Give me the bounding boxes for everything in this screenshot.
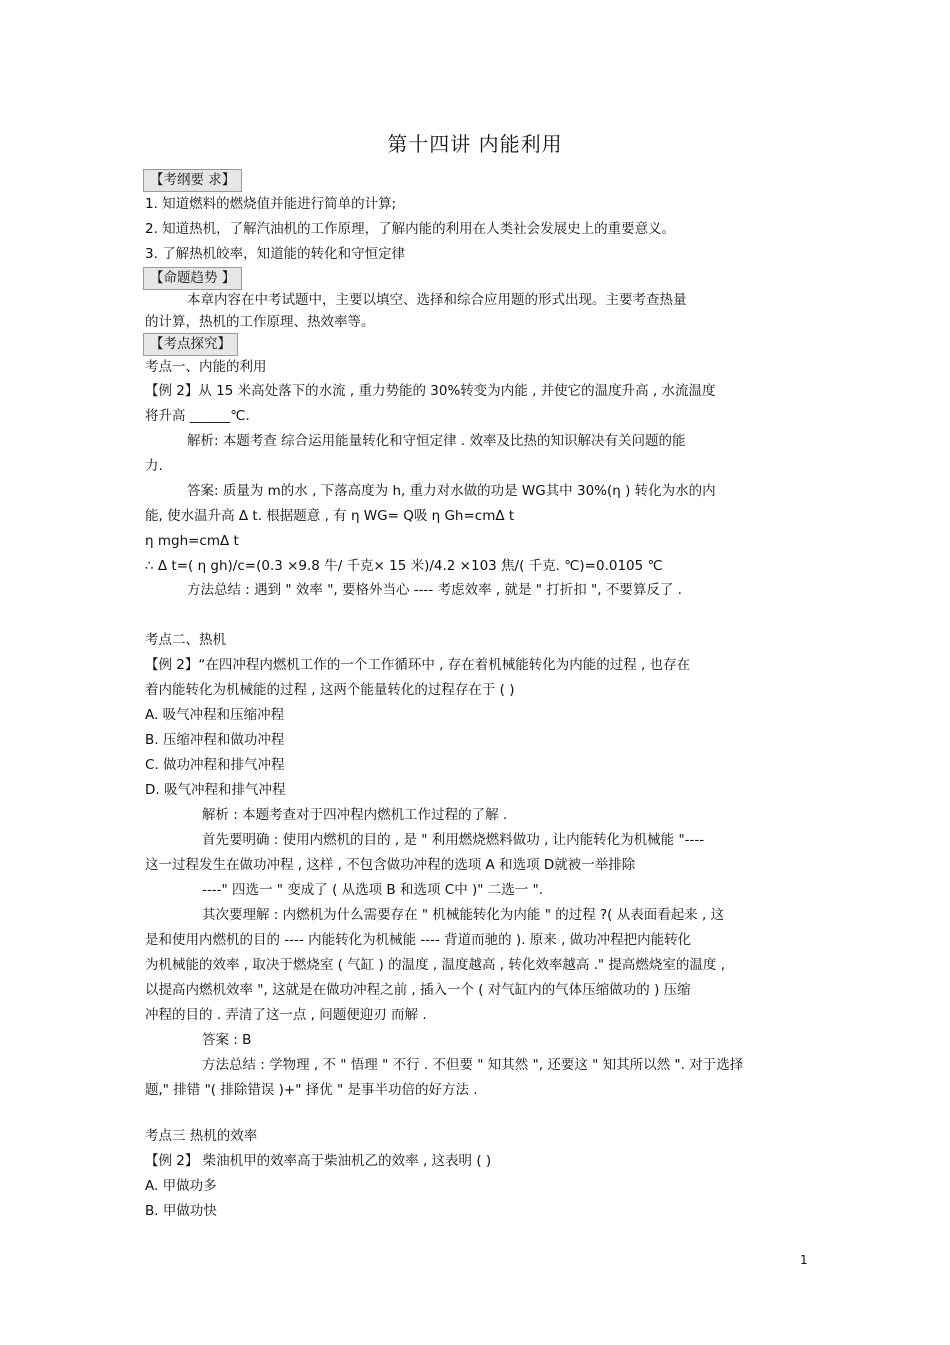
point2-explain-line-9: 冲程的目的 . 弄清了这一点 , 问题便迎刃 而解 .	[145, 1007, 427, 1023]
point2-explain-line-6: 是和使用内燃机的目的 ---- 内能转化为机械能 ---- 背道而驰的 ). 原来 , 做功冲程把内能转化	[145, 932, 692, 948]
point2-heading: 考点二、热机	[145, 632, 226, 648]
point1-heading: 考点一、内能的利用	[145, 359, 267, 375]
point2-explain-line-4: ----" 四选一 " 变成了 ( 从选项 B 和选项 C中 )" 二选一 ".	[202, 882, 544, 898]
section-tag-trend: 【命题趋势 】	[143, 267, 242, 290]
point1-answer-line-4: ∴ Δ t=( η gh)/c=(0.3 ×9.8 牛/ 千克× 15 米)/4.2 ×103 焦/( 千克. ℃)=0.0105 ℃	[145, 558, 663, 574]
point2-explain-line-1: 解析 : 本题考查对于四冲程内燃机工作过程的了解 .	[202, 807, 508, 823]
point1-answer-line-1: 答案: 质量为 m的水 , 下落高度为 h, 重力对水做的功是 WG其中 30%(η ) 转化为水的内	[187, 483, 716, 499]
point1-answer-line-3: η mgh=cmΔ t	[145, 533, 239, 549]
point2-option-d: D. 吸气冲程和排气冲程	[145, 782, 286, 798]
point1-question-line-2: 将升高 ______℃.	[145, 408, 250, 424]
point2-method-line-1: 方法总结 : 学物理 , 不 " 悟理 " 不行 . 不但要 " 知其然 ", 还要这 " 知其所以然 ". 对于选择	[202, 1057, 744, 1073]
kaogang-item-3: 3. 了解热机皎率，知道能的转化和守恒定律	[145, 246, 406, 262]
point2-explain-line-8: 以提高内燃机效率 ", 这就是在做功冲程之前 , 插入一个 ( 对气缸内的气体压缩做功的 ) 压缩	[145, 982, 691, 998]
point1-analysis-line-2: 力.	[145, 458, 163, 474]
point2-method-line-2: 题," 排错 "( 排除错误 )+" 择优 " 是事半功倍的好方法 .	[145, 1082, 478, 1098]
point2-question-line-2: 着内能转化为机械能的过程 , 这两个能量转化的过程存在于 ( )	[145, 682, 515, 698]
point3-question: 【例 2】 柴油机甲的效率高于柴油机乙的效率 , 这表明 ( )	[145, 1153, 492, 1169]
point2-answer: 答案 : B	[202, 1032, 252, 1048]
point2-explain-line-3: 这一过程发生在做功冲程 , 这样 , 不包含做功冲程的选项 A 和选项 D就被一举排除	[145, 857, 636, 873]
point1-answer-line-2: 能, 使水温升高 Δ t. 根据题意 , 有 η WG= Q吸 η Gh=cmΔ t	[145, 508, 515, 524]
point1-method-summary: 方法总结 : 遇到 " 效率 ", 要格外当心 ---- 考虑效率 , 就是 " 打折扣 ", 不要算反了 .	[187, 582, 682, 598]
point2-option-b: B. 压缩冲程和做功冲程	[145, 732, 285, 748]
point3-option-a: A. 甲做功多	[145, 1178, 217, 1194]
kaogang-item-2: 2. 知道热机，了解汽油机的工作原理，了解内能的利用在人类社会发展史上的重要意义。	[145, 221, 676, 237]
kaogang-item-1: 1. 知道燃料的燃烧值并能进行简单的计算;	[145, 196, 397, 212]
trend-line-1: 本章内容在中考试题中，主要以填空、选择和综合应用题的形式出现。主要考查热量	[187, 292, 687, 308]
point2-option-c: C. 做功冲程和排气冲程	[145, 757, 285, 773]
point2-question-line-1: 【例 2】“在四冲程内燃机工作的一个工作循环中 , 存在着机械能转化为内能的过程 , 也存在	[145, 657, 691, 673]
point3-option-b: B. 甲做功快	[145, 1203, 217, 1219]
point2-explain-line-5: 其次要理解 : 内燃机为什么需要存在 " 机械能转化为内能 " 的过程 ?( 从表面看起来 , 这	[202, 907, 725, 923]
point2-option-a: A. 吸气冲程和压缩冲程	[145, 707, 285, 723]
point2-explain-line-2: 首先要明确 : 使用内燃机的目的 , 是 " 利用燃烧燃料做功 , 让内能转化为机械能 "----	[202, 832, 705, 848]
page-title: 第十四讲 内能利用	[387, 132, 563, 156]
trend-line-2: 的计算，热机的工作原理、热效率等。	[145, 314, 375, 330]
point2-explain-line-7: 为机械能的效率 , 取决于燃烧室 ( 气缸 ) 的温度 , 温度越高 , 转化效率越高 ." 提高燃烧室的温度 ,	[145, 957, 725, 973]
section-tag-explore: 【考点探究】	[143, 333, 238, 356]
point1-analysis-line-1: 解析: 本题考查 综合运用能量转化和守恒定律 . 效率及比热的知识解决有关问题的能	[187, 433, 686, 449]
section-tag-kaogang: 【考纲要 求】	[143, 169, 242, 192]
page-number: 1	[800, 1253, 808, 1267]
point3-heading: 考点三 热机的效率	[145, 1128, 258, 1144]
point1-question-line-1: 【例 2】从 15 米高处落下的水流 , 重力势能的 30%转变为内能 , 并使它的温度升高 , 水流温度	[145, 383, 716, 399]
